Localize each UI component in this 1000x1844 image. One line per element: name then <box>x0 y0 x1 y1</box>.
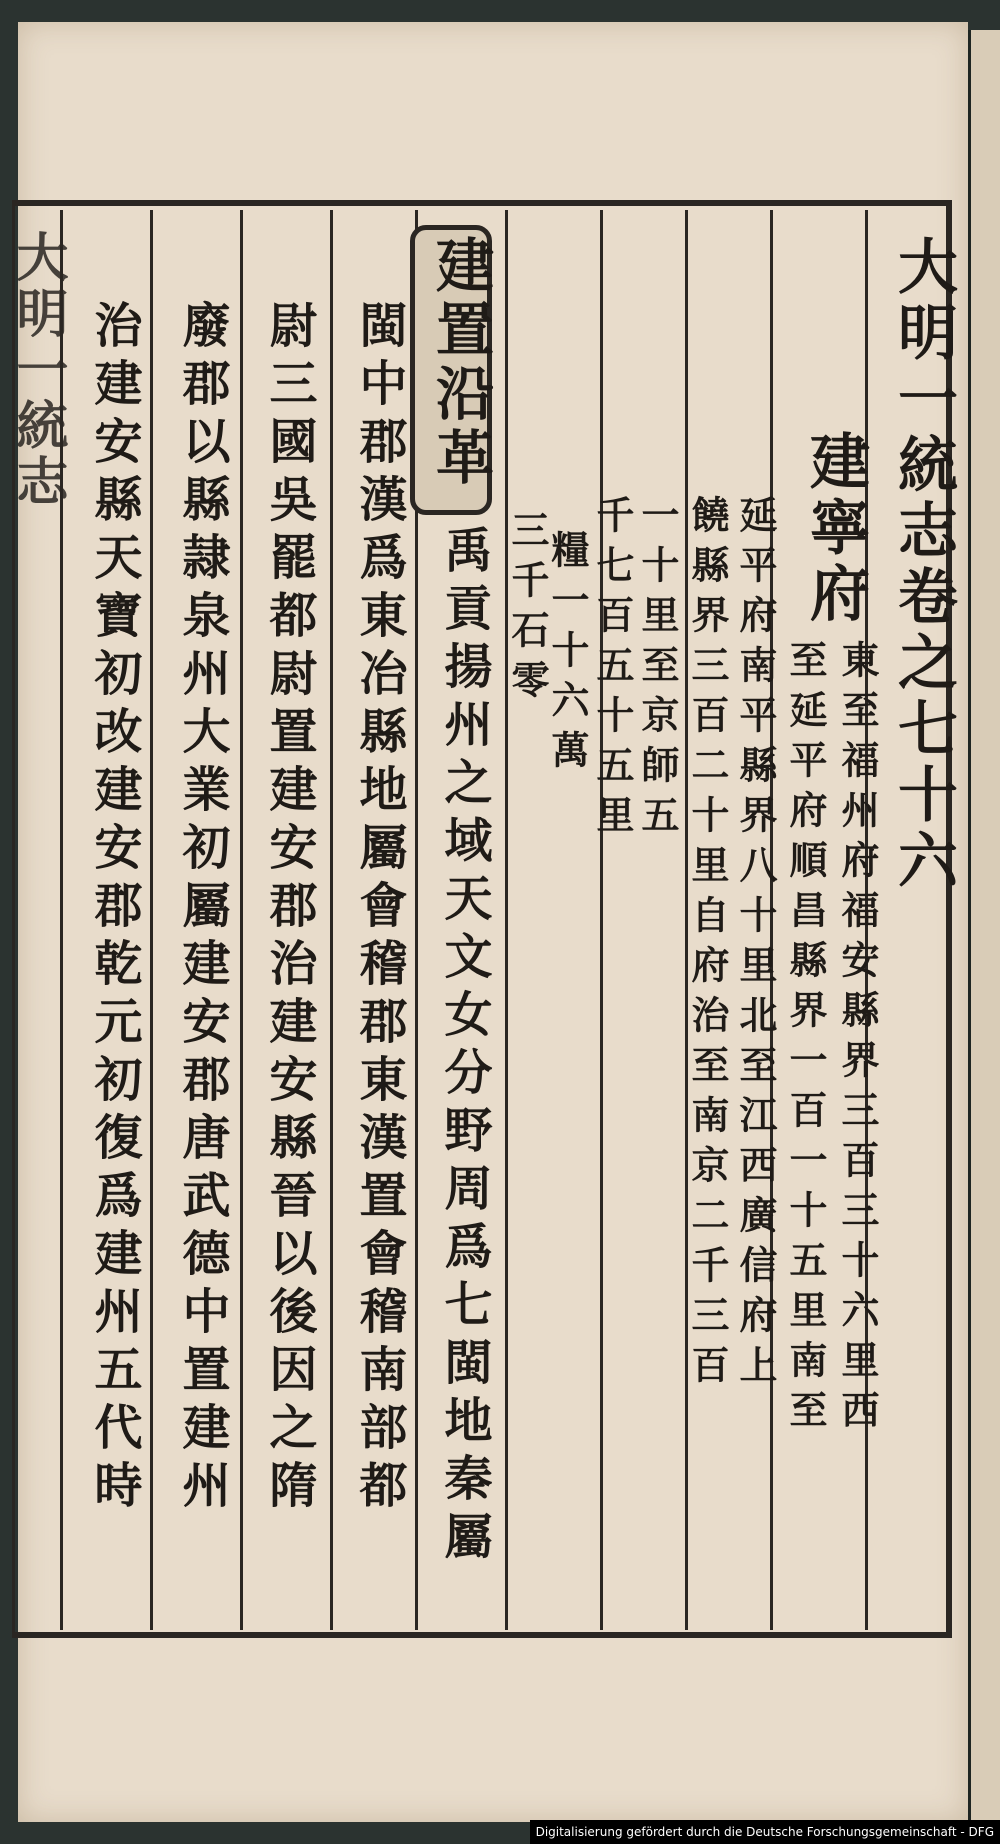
facing-page-edge <box>968 30 1000 1820</box>
boundaries-line: 千七百五十五里 <box>590 495 635 845</box>
history-text-line: 尉三國吳罷都尉置建安郡治建安縣晉以後因之隋 <box>261 300 317 1518</box>
section-label: 建置沿革 <box>426 235 494 491</box>
boundaries-line: 東至福州府福安縣界三百三十六里西 <box>835 640 880 1440</box>
history-text-line: 治建安縣天寶初改建安郡乾元初復爲建州五代時 <box>86 300 142 1518</box>
column-rule <box>240 210 243 1630</box>
column-rule <box>505 210 508 1630</box>
column-rule <box>330 210 333 1630</box>
boundaries-line: 饒縣界三百二十里自府治至南京二千三百 <box>685 495 730 1395</box>
history-text-line: 閩中郡漢爲東冶縣地屬會稽郡東漢置會稽南部都 <box>351 300 407 1518</box>
column-rule <box>600 210 603 1630</box>
column-rule <box>150 210 153 1630</box>
digitization-credit: Digitalisierung gefördert durch die Deutsche Forschungsgemeinschaft - DFG <box>530 1820 1000 1844</box>
boundaries-line: 至延平府順昌縣界一百一十五里南至 <box>783 640 828 1440</box>
book-title: 大明一統志卷之七十六 <box>888 235 958 895</box>
boundaries-line: 糧一十六萬 <box>545 530 590 780</box>
history-text-line: 廢郡以縣隷泉州大業初屬建安郡唐武德中置建州 <box>174 300 230 1518</box>
history-text-line: 禹貢揚州之域天文女分野周爲七閩地秦屬 <box>436 525 492 1569</box>
boundaries-line: 延平府南平縣界八十里北至江西廣信府上 <box>733 495 778 1395</box>
boundaries-line: 三千石零 <box>505 510 550 710</box>
boundaries-line: 一十里至京師五 <box>635 495 680 845</box>
page-edge-title: 大明一統志 <box>7 230 68 510</box>
prefecture-heading: 建寧府 <box>800 430 870 628</box>
